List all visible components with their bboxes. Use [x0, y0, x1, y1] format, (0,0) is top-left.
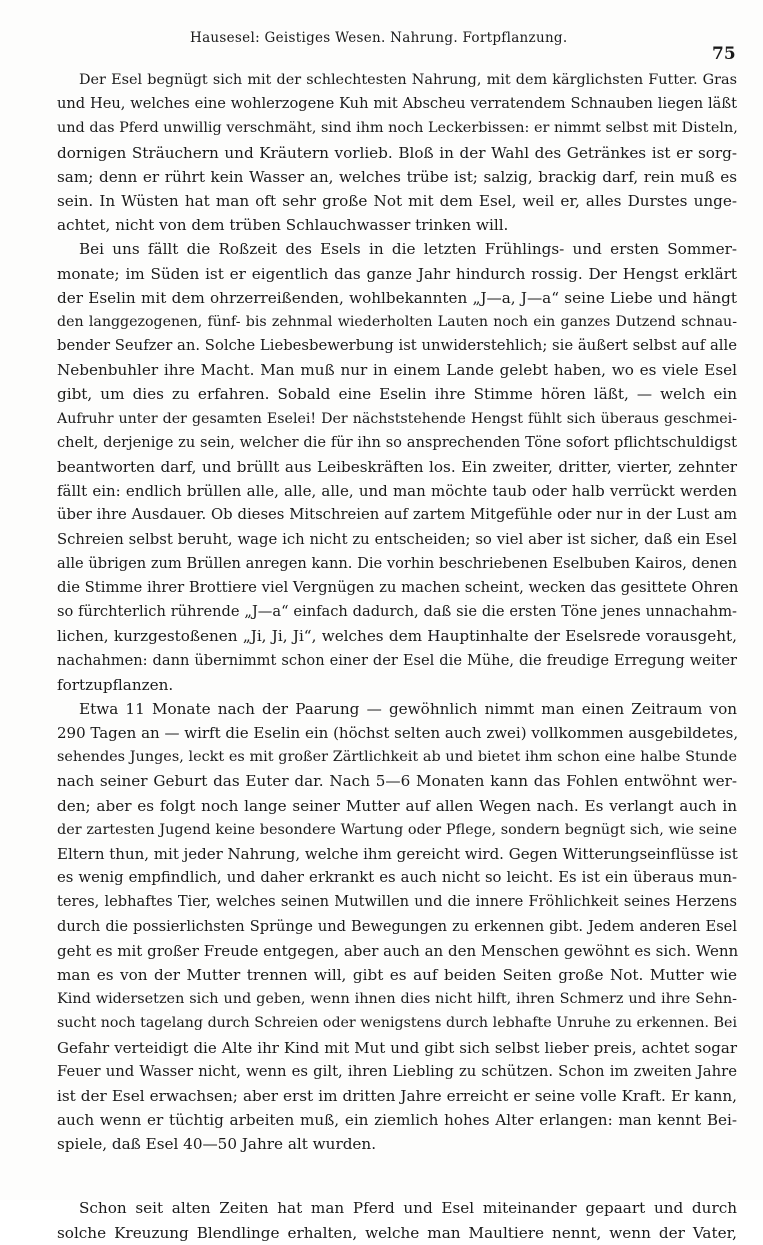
text-line: die Stimme ihrer Brottiere viel Vergnügen zu machen scheint, wecken das gesittete Ohren	[57, 578, 739, 596]
text-line: über ihre Ausdauer. Ob dieses Mitschreien auf zartem Mitgefühle oder nur in der Lust am	[57, 506, 737, 524]
text-line: spiele, daß Esel 40—50 Jahre alt wurden.	[57, 1135, 377, 1154]
text-line: lichen, kurzgestoßenen „Ji, Ji, Ji“, welches dem Hauptinhalte der Eselsrede vorausgeht,	[57, 627, 737, 646]
text-line: geht es mit großer Freude entgegen, aber auch an den Menschen gewöhnt es sich. Wenn	[57, 941, 739, 960]
text-line: 290 Tagen an — wirft die Eselin ein (höchst selten auch zwei) vollkommen ausgebildetes,	[57, 724, 739, 743]
text-line: sucht noch tagelang durch Schreien oder wenigstens durch lebhafte Unruhe zu erkennen. Bei	[57, 1015, 737, 1032]
paragraph-maultiere	[57, 1196, 737, 1244]
body-text	[57, 68, 737, 1245]
text-line: alle übrigen zum Brüllen anregen kann. Die vorhin beschriebenen Eselbuben Kairos, denen	[57, 554, 737, 572]
text-line: Eltern thun, mit jeder Nahrung, welche ihm gereicht wird. Gegen Witterungseinflüsse ist	[57, 845, 738, 863]
text-line: auch wenn er tüchtig arbeiten muß, ein ziemlich hohes Alter erlangen: man kennt Bei-	[57, 1111, 737, 1130]
text-line: Feuer und Wasser nicht, wenn es gilt, ihren Liebling zu schützen. Schon im zweiten Jahre	[57, 1062, 737, 1080]
text-line: Aufruhr unter der gesamten Eselei! Der nächststehende Hengst fühlt sich überaus geschmei-	[57, 410, 737, 427]
text-line: man es von der Mutter trennen will, gibt es auf beiden Seiten große Not. Mutter wie	[57, 965, 737, 984]
text-line: der zartesten Jugend keine besondere Wartung oder Pflege, sondern begnügt sich, wie seine	[57, 821, 737, 838]
text-line: solche Kreuzung Blendlinge erhalten, welche man Maultiere nennt, wenn der Vater,	[57, 1223, 737, 1242]
text-line: durch die possierlichsten Sprünge und Bewegungen zu erkennen gibt. Jedem anderen Esel	[57, 917, 737, 935]
text-line: gibt, um dies zu erfahren. Sobald eine Eselin ihre Stimme hören läßt, — welch ein	[57, 385, 737, 404]
text-line: nachahmen: dann übernimmt schon einer der Esel die Mühe, die freudige Erregung weiter	[57, 651, 737, 669]
text-line: Bei uns fällt die Roßzeit des Esels in die letzten Frühlings- und ersten Sommer-	[79, 240, 737, 259]
text-line: Etwa 11 Monate nach der Paarung — gewöhnlich nimmt man einen Zeitraum von	[79, 699, 737, 718]
text-line: fortzupflanzen.	[57, 675, 174, 694]
text-line: bender Seufzer an. Solche Liebesbewerbung ist unwiderstehlich; sie äußert selbst auf alle	[57, 337, 737, 355]
text-line: es wenig empfindlich, und daher erkrankt es auch nicht so leicht. Es ist ein überaus mun-	[57, 869, 737, 887]
text-line: achtet, nicht von dem trüben Schlauchwasser trinken will.	[57, 216, 509, 235]
text-line: so fürchterlich rührende „J—a“ einfach dadurch, daß sie die ersten Töne jenes unnachahm-	[57, 603, 737, 621]
text-line: der Eselin mit dem ohrzerreißenden, wohlbekannten „J—a, J—a“ seine Liebe und hängt	[57, 288, 737, 307]
text-line: monate; im Süden ist er eigentlich das ganze Jahr hindurch rossig. Der Hengst erklärt	[57, 264, 737, 283]
text-line: Gefahr verteidigt die Alte ihr Kind mit Mut und gibt sich selbst lieber preis, achtet sogar	[57, 1038, 737, 1057]
text-line: und Heu, welches eine wohlerzogene Kuh mit Abscheu verratendem Schnauben liegen läßt	[57, 95, 737, 113]
text-line: teres, lebhaftes Tier, welches seinen Mutwillen und die innere Fröhlichkeit seines Herzens	[57, 893, 737, 911]
text-line: Der Esel begnügt sich mit der schlechtesten Nahrung, mit dem kärglichsten Futter. Gras	[79, 72, 737, 88]
text-line: sam; denn er rührt kein Wasser an, welches trübe ist; salzig, brackig darf, rein muß es	[57, 167, 737, 186]
paragraph-junges	[57, 697, 737, 1157]
text-line: und das Pferd unwillig verschmäht, sind ihm noch Leckerbissen: er nimmt selbst mit Disteln,	[57, 120, 738, 137]
paragraph-rosszeit	[57, 237, 737, 697]
text-line: chelt, derjenige zu sein, welcher die für ihn so ansprechenden Töne sofort pflichtschuldigst	[57, 433, 737, 451]
text-line: nach seiner Geburt das Euter dar. Nach 5—6 Monaten kann das Fohlen entwöhnt wer-	[57, 772, 737, 791]
page-number: 75	[712, 44, 736, 64]
text-line: sehendes Junges, leckt es mit großer Zärtlichkeit ab und bietet ihm schon eine halbe Stunde	[57, 749, 737, 766]
text-line: Kind widersetzen sich und geben, wenn ihnen dies nicht hilft, ihren Schmerz und ihre Sehn-	[57, 991, 737, 1008]
text-line: dornigen Sträuchern und Kräutern vorlieb. Bloß in der Wahl des Getränkes ist er sorg-	[57, 143, 737, 162]
paragraph-spacer	[57, 1156, 737, 1196]
running-head: Hausesel: Geistiges Wesen. Nahrung. Fortpflanzung.	[190, 30, 568, 46]
text-line: beantworten darf, und brüllt aus Leibeskräften los. Ein zweiter, dritter, vierter, zehnter	[57, 458, 737, 476]
text-line: den langgezogenen, fünf- bis zehnmal wiederholten Lauten noch ein ganzes Dutzend schnau-	[57, 313, 737, 330]
text-line: ist der Esel erwachsen; aber erst im dritten Jahre erreicht er seine volle Kraft. Er kann,	[57, 1086, 737, 1105]
text-line: fällt ein: endlich brüllen alle, alle, alle, und man möchte taub oder halb verrückt werden	[57, 482, 737, 501]
paragraph-esel-nahrung	[57, 68, 737, 237]
text-line: Schon seit alten Zeiten hat man Pferd und Esel miteinander gepaart und durch	[79, 1199, 737, 1218]
text-line: sein. In Wüsten hat man oft sehr große Not mit dem Esel, weil er, alles Durstes unge-	[57, 191, 737, 210]
text-line: Schreien selbst beruht, wage ich nicht zu entscheiden; so viel aber ist sicher, daß ein Esel	[57, 530, 737, 548]
text-line: den; aber es folgt noch lange seiner Mutter auf allen Wegen nach. Es verlangt auch in	[57, 796, 737, 815]
text-line: Nebenbuhler ihre Macht. Man muß nur in einem Lande gelebt haben, wo es viele Esel	[57, 361, 737, 380]
